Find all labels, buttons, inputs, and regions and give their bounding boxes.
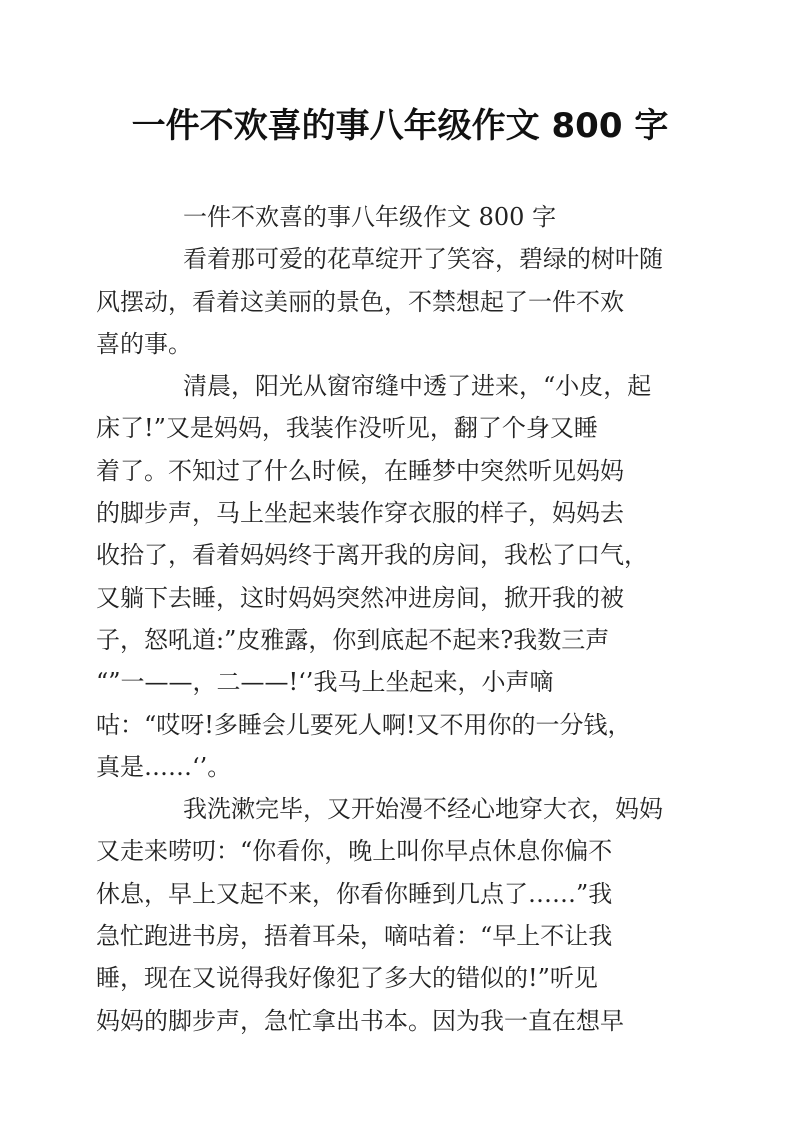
text-line: 一件不欢喜的事八年级作文 800 字	[183, 203, 557, 231]
text-line: 喜的事。	[96, 329, 192, 358]
text-line: 睡，现在又说得我好像犯了多大的错似的!”听见	[96, 964, 598, 993]
text-line: 的脚步声，马上坐起来装作穿衣服的样子，妈妈去	[96, 499, 624, 528]
text-line: 又走来唠叨：“你看你，晚上叫你早点休息你偏不	[96, 837, 613, 866]
text-line: 看着那可爱的花草绽开了笑容，碧绿的树叶随	[183, 245, 663, 274]
text-line: 休息，早上又起不来，你看你睡到几点了……”我	[96, 879, 613, 908]
text-line: 清晨，阳光从窗帘缝中透了进来，“小皮，起	[183, 372, 652, 401]
text-line: 子，怒吼道:”皮雅露，你到底起不起来?我数三声	[96, 625, 610, 654]
document-body	[96, 196, 696, 1042]
document-title: 一件不欢喜的事八年级作文 800 字	[131, 106, 669, 146]
text-line: 妈妈的脚步声，急忙拿出书本。因为我一直在想早	[96, 1006, 624, 1035]
text-line: 真是……‘’。	[96, 752, 232, 781]
text-line: 咕：“哎呀!多睡会儿要死人啊!又不用你的一分钱，	[96, 710, 632, 739]
text-line: 着了。不知过了什么时候，在睡梦中突然听见妈妈	[96, 456, 624, 485]
text-line: 急忙跑进书房，捂着耳朵，嘀咕着：“早上不让我	[96, 922, 613, 951]
text-line: 又躺下去睡，这时妈妈突然冲进房间，掀开我的被	[96, 583, 624, 612]
text-line: “”一——，二——!‘’我马上坐起来，小声嘀	[96, 668, 554, 697]
text-line: 我洗漱完毕，又开始漫不经心地穿大衣，妈妈	[183, 795, 663, 824]
text-line: 床了!”又是妈妈，我装作没听见，翻了个身又睡	[96, 414, 598, 443]
text-line: 收拾了，看着妈妈终于离开我的房间，我松了口气，	[96, 541, 648, 570]
text-line: 风摆动，看着这美丽的景色，不禁想起了一件不欢	[96, 287, 624, 316]
